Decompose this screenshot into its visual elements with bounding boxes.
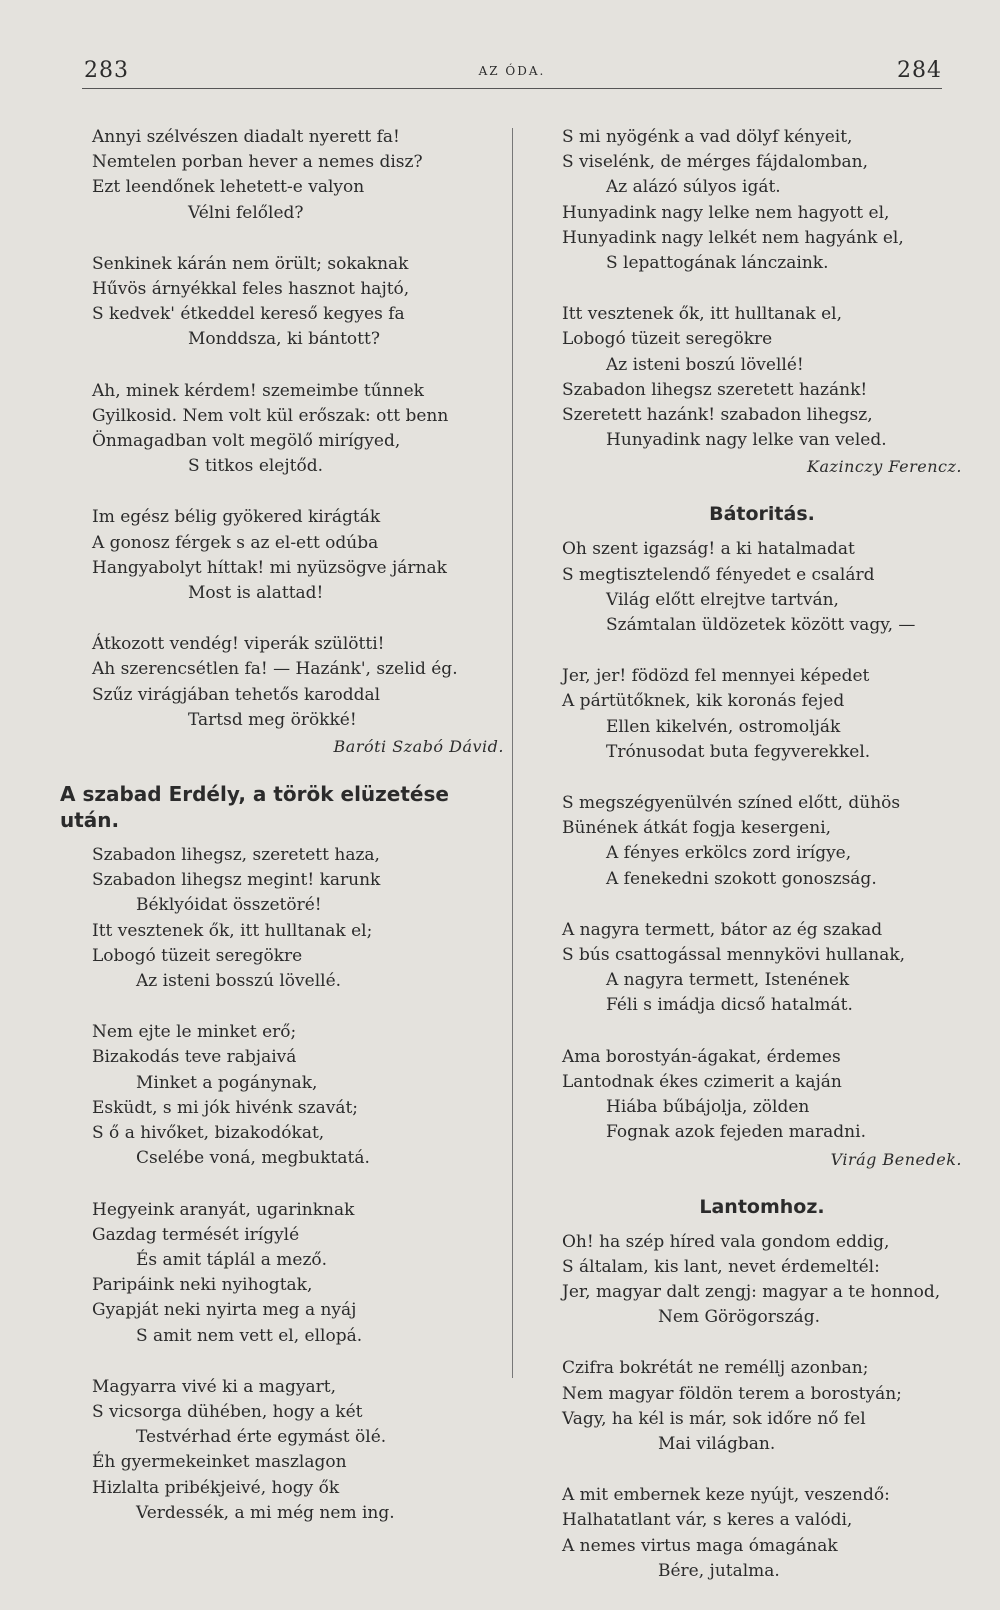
- verse-line: Jer, magyar dalt zengj: magyar a te honnod,: [562, 1281, 941, 1302]
- author-kazinczy: Kazinczy Ferencz.: [807, 457, 962, 477]
- verse-line: S általam, kis lant, nevet érdemeltél:: [562, 1256, 880, 1277]
- poem-lantomhoz: [562, 1230, 962, 1584]
- verse-line: Vagy, ha kél is már, sok időre nő fel: [562, 1408, 866, 1429]
- verse-line: Önmagadban volt megölő mirígyed,: [92, 431, 401, 452]
- author-virag: Virág Benedek.: [830, 1149, 962, 1169]
- verse-line: Szűz virágjában tehetős karoddal: [92, 684, 381, 705]
- verse-line: S vicsorga dühében, hogy a két: [92, 1401, 363, 1422]
- verse-line: Szeretett hazánk! szabadon lihegsz,: [562, 405, 873, 426]
- poem-title-batoritas: Bátoritás.: [709, 503, 815, 526]
- verse-line: Im egész bélig gyökered kirágták: [92, 507, 381, 528]
- verse-line: Átkozott vendég! viperák szülötti!: [92, 634, 385, 655]
- poem-batoritas: [562, 537, 962, 1145]
- verse-line: Esküdt, s mi jók hivénk szavát;: [92, 1097, 359, 1118]
- stanza: [562, 125, 962, 276]
- stanza: [92, 252, 504, 353]
- stanza: [562, 1230, 962, 1331]
- stanza: [92, 379, 504, 480]
- verse-line: Ama borostyán-ágakat, érdemes: [562, 1046, 841, 1067]
- verse-line: Itt vesztenek ők, itt hulltanak el,: [562, 304, 843, 325]
- verse-line: Trónusodat buta fegyverekkel.: [606, 741, 871, 762]
- poem-fa: [92, 125, 504, 733]
- stanza: [562, 537, 962, 638]
- stanza: [92, 505, 504, 606]
- verse-line: A fenekedni szokott gonoszság.: [606, 868, 877, 889]
- page-number-right: 284: [897, 58, 942, 83]
- verse-line: A nemes virtus maga ómagának: [562, 1535, 838, 1556]
- verse-line: A gonosz férgek s az el-ett odúba: [92, 532, 379, 553]
- verse-line: Oh szent igazság! a ki hatalmadat: [562, 539, 855, 560]
- verse-line: Világ előtt elrejtve tartván,: [606, 589, 839, 610]
- verse-line: Hiába bűbájolja, zölden: [606, 1097, 810, 1118]
- verse-line: Ah, minek kérdem! szemeimbe tűnnek: [92, 380, 424, 401]
- verse-line: Hizlalta pribékjeivé, hogy ők: [92, 1477, 340, 1498]
- verse-line: Lantodnak ékes czimerit a kaján: [562, 1071, 842, 1092]
- verse-line: Magyarra vivé ki a magyart,: [92, 1376, 336, 1397]
- verse-line: Hűvös árnyékkal feles hasznot hajtó,: [92, 279, 410, 300]
- verse-line: Hangyabolyt híttak! mi nyüzsögve járnak: [92, 557, 447, 578]
- stanza: [92, 125, 504, 226]
- verse-line: Nem magyar földön terem a borostyán;: [562, 1383, 902, 1404]
- verse-line: Ezt leendőnek lehetett-e valyon: [92, 177, 365, 198]
- running-title: AZ ÓDA.: [478, 64, 546, 78]
- verse-line: A nagyra termett, bátor az ég szakad: [562, 919, 883, 940]
- verse-line: Lobogó tüzeit seregökre: [92, 945, 303, 966]
- page-header: [82, 58, 942, 89]
- verse-line: Hunyadink nagy lelke nem hagyott el,: [562, 202, 890, 223]
- verse-line: S megszégyenülvén színed előtt, dühös: [562, 793, 901, 814]
- stanza: [562, 918, 962, 1019]
- verse-line: Féli s imádja dicső hatalmát.: [606, 995, 853, 1016]
- verse-line: Gyilkosid. Nem volt kül erőszak: ott benn: [92, 405, 449, 426]
- verse-line: Szabadon lihegsz megint! karunk: [92, 870, 381, 891]
- stanza: [92, 843, 504, 994]
- verse-line: S megtisztelendő fényedet e csalárd: [562, 564, 875, 585]
- left-column: [60, 125, 504, 1552]
- verse-line: A pártütőknek, kik koronás fejed: [562, 691, 845, 712]
- stanza: [562, 664, 962, 765]
- stanza: [562, 302, 962, 453]
- verse-line: Hunyadink nagy lelke van veled.: [606, 430, 887, 451]
- verse-line: Az alázó súlyos igát.: [606, 177, 781, 198]
- verse-line: Hegyeink aranyát, ugarinknak: [92, 1199, 355, 1220]
- verse-line: Fognak azok fejeden maradni.: [606, 1122, 866, 1143]
- verse-line: Czifra bokrétát ne reméllj azonban;: [562, 1358, 869, 1379]
- verse-line: S bús csattogással mennykövi hullanak,: [562, 945, 906, 966]
- verse-line: Bizakodás teve rabjaivá: [92, 1047, 297, 1068]
- verse-line: Az isteni boszú lövellé!: [606, 354, 804, 375]
- verse-line: Éh gyermekeinket maszlagon: [92, 1452, 347, 1473]
- verse-line: Most is alattad!: [188, 583, 324, 604]
- verse-line: Jer, jer! födözd fel mennyei képedet: [562, 666, 870, 687]
- verse-line: Monddsza, ki bántott?: [188, 329, 380, 350]
- column-divider: [512, 128, 513, 1378]
- verse-line: S titkos elejtőd.: [188, 456, 323, 477]
- page-number-left: 283: [84, 58, 129, 83]
- verse-line: Szabadon lihegsz szeretett hazánk!: [562, 379, 868, 400]
- verse-line: S amit nem vett el, ellopá.: [136, 1325, 363, 1346]
- verse-line: S ő a hivőket, bizakodókat,: [92, 1123, 325, 1144]
- verse-line: Minket a pogánynak,: [136, 1072, 318, 1093]
- verse-line: Gazdag termését irígylé: [92, 1224, 300, 1245]
- verse-line: Lobogó tüzeit seregökre: [562, 329, 773, 350]
- verse-line: Annyi szélvészen diadalt nyerett fa!: [92, 127, 400, 147]
- stanza: [562, 1356, 962, 1457]
- verse-line: S viselénk, de mérges fájdalomban,: [562, 152, 869, 173]
- verse-line: Itt vesztenek ők, itt hulltanak el;: [92, 920, 373, 941]
- verse-line: Tartsd meg örökké!: [188, 709, 357, 730]
- verse-line: Cselébe voná, megbuktatá.: [136, 1148, 370, 1169]
- stanza: [92, 632, 504, 733]
- stanza: [92, 1198, 504, 1349]
- verse-line: Verdessék, a mi még nem ing.: [136, 1502, 395, 1523]
- verse-line: Oh! ha szép híred vala gondom eddig,: [562, 1231, 890, 1252]
- verse-line: Gyapját neki nyirta meg a nyáj: [92, 1300, 357, 1321]
- verse-line: A mit embernek keze nyújt, veszendő:: [562, 1485, 890, 1506]
- verse-line: S kedvek' étkeddel kereső kegyes fa: [92, 304, 405, 325]
- verse-line: Halhatatlant vár, s keres a valódi,: [562, 1510, 853, 1531]
- poem-szabad-erdely-cont: [562, 125, 962, 453]
- verse-line: Az isteni bosszú lövellé.: [136, 971, 342, 992]
- verse-line: Testvérhad érte egymást ölé.: [136, 1427, 387, 1448]
- stanza: [562, 1483, 962, 1584]
- verse-line: Szabadon lihegsz, szeretett haza,: [92, 845, 380, 866]
- verse-line: Hunyadink nagy lelkét nem hagyánk el,: [562, 227, 904, 248]
- poem-szabad-erdely: [92, 843, 504, 1526]
- verse-line: Béklyóidat összetöré!: [136, 895, 322, 916]
- verse-line: Ah szerencsétlen fa! — Hazánk', szelid ég.: [92, 659, 458, 680]
- stanza: [92, 1020, 504, 1171]
- verse-line: S mi nyögénk a vad dölyf kényeit,: [562, 127, 853, 147]
- verse-line: Ellen kikelvén, ostromolják: [606, 716, 841, 737]
- verse-line: Bünének átkát fogja kesergeni,: [562, 818, 832, 839]
- verse-line: Nem ejte le minket erő;: [92, 1022, 297, 1043]
- poem-title-lantomhoz: Lantomhoz.: [699, 1195, 825, 1218]
- verse-line: Nem Görögország.: [658, 1307, 820, 1328]
- stanza: [562, 1045, 962, 1146]
- verse-line: Paripáink neki nyihogtak,: [92, 1275, 313, 1296]
- verse-line: A fényes erkölcs zord irígye,: [606, 843, 852, 864]
- verse-line: Nemtelen porban hever a nemes disz?: [92, 152, 423, 173]
- verse-line: Bére, jutalma.: [658, 1560, 780, 1581]
- stanza: [562, 791, 962, 892]
- verse-line: Számtalan üldözetek között vagy, —: [606, 615, 916, 636]
- verse-line: Mai világban.: [658, 1433, 776, 1454]
- verse-line: A nagyra termett, Istenének: [606, 970, 850, 991]
- verse-line: És amit táplál a mező.: [136, 1249, 328, 1270]
- author-baroti: Baróti Szabó Dávid.: [333, 737, 504, 757]
- stanza: [92, 1375, 504, 1526]
- verse-line: S lepattogának lánczaink.: [606, 253, 829, 274]
- poem-title-szabad-erdely: A szabad Erdély, a török elüzetése után.: [60, 782, 449, 833]
- verse-line: Senkinek kárán nem örült; sokaknak: [92, 253, 409, 274]
- verse-line: Vélni felőled?: [188, 202, 304, 223]
- right-column: [562, 125, 962, 1610]
